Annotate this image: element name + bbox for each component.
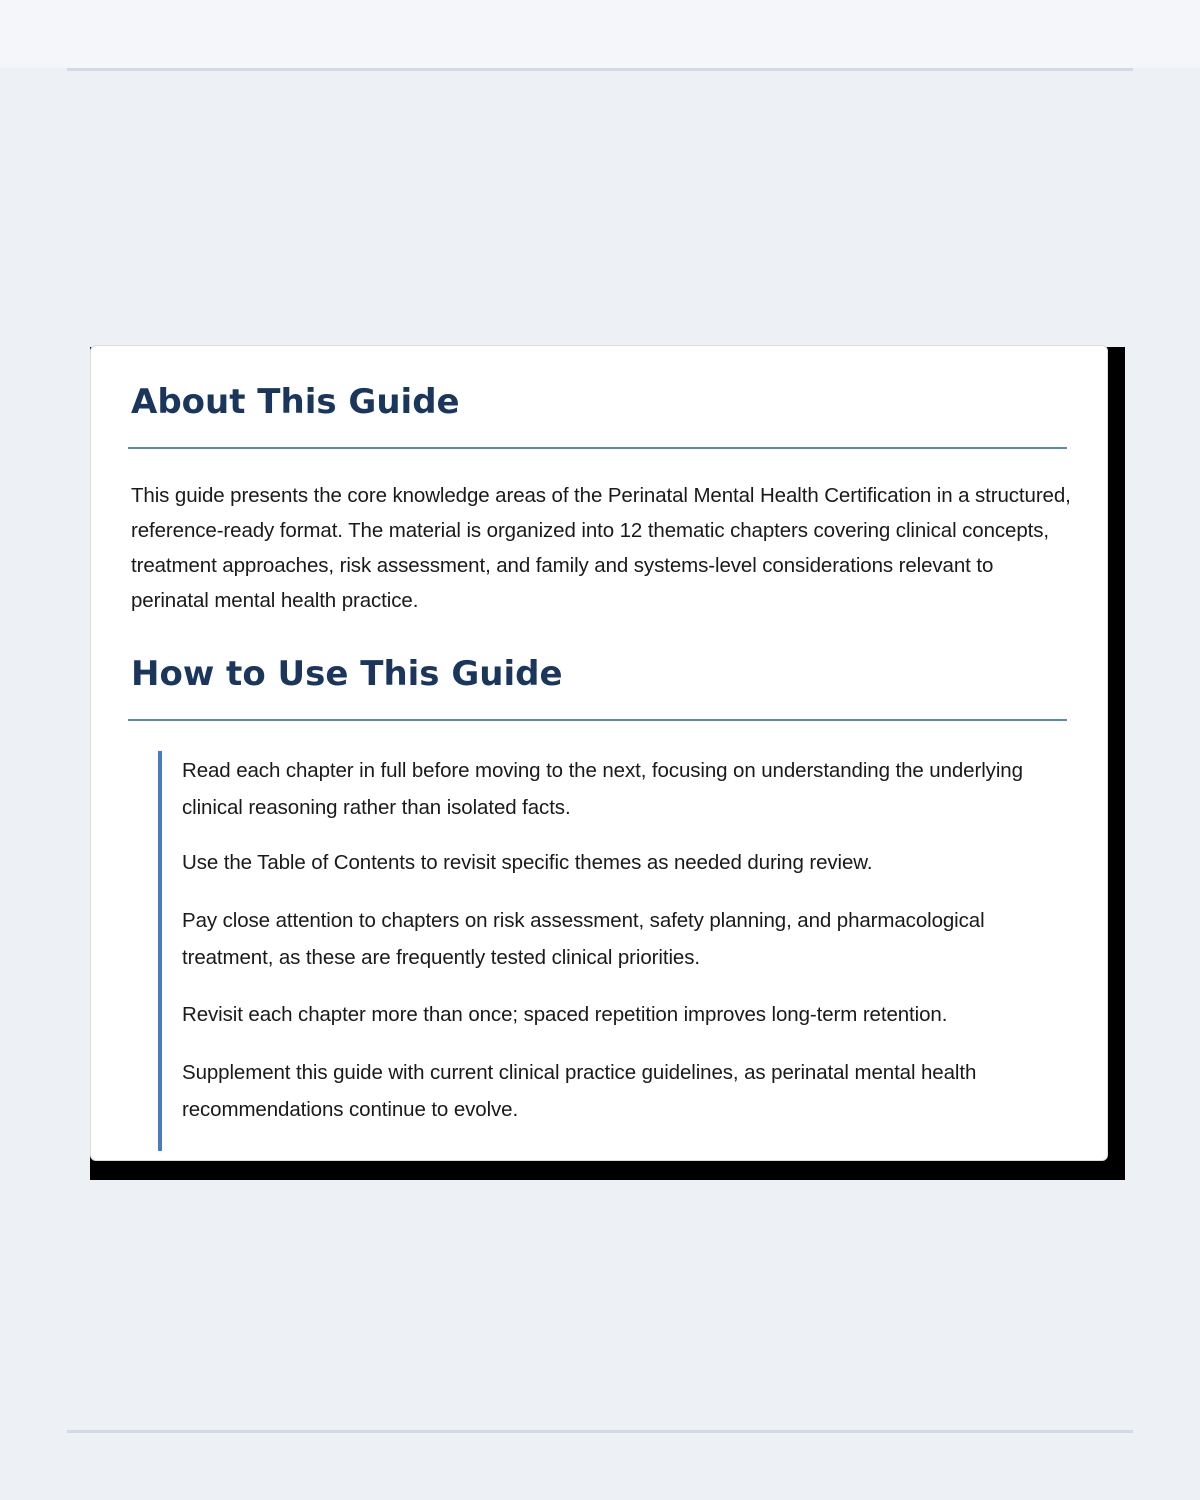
about-heading: About This Guide [131, 382, 460, 422]
tip-item: Supplement this guide with current clinical practice guidelines, as perinatal mental health recommendations continue to evolve. [182, 1061, 977, 1121]
tip-item: Use the Table of Contents to revisit specific themes as needed during review. [182, 851, 873, 874]
top-divider [67, 68, 1133, 71]
tips-list [158, 751, 1068, 1151]
tip-item: Read each chapter in full before moving to the next, focusing on understanding the underlying clinical reasoning rather than isolated facts. [182, 759, 1023, 819]
how-to-use-heading-rule [128, 719, 1067, 721]
about-heading-rule [128, 447, 1067, 449]
bottom-divider [67, 1430, 1133, 1433]
top-bar [0, 0, 1200, 68]
tip-item: Revisit each chapter more than once; spaced repetition improves long-term retention. [182, 1003, 948, 1026]
about-body: This guide presents the core knowledge areas of the Perinatal Mental Health Certification in a structured, reference-ready format. The material is organized into 12 thematic chapters covering clinical concepts, treatment approaches, risk assessment, and family and systems-level considerations relevant to perinatal mental health practice. [131, 484, 1071, 612]
guide-card [90, 345, 1108, 1161]
how-to-use-heading: How to Use This Guide [131, 654, 563, 694]
tip-item: Pay close attention to chapters on risk assessment, safety planning, and pharmacological treatment, as these are frequently tested clinical priorities. [182, 909, 985, 969]
